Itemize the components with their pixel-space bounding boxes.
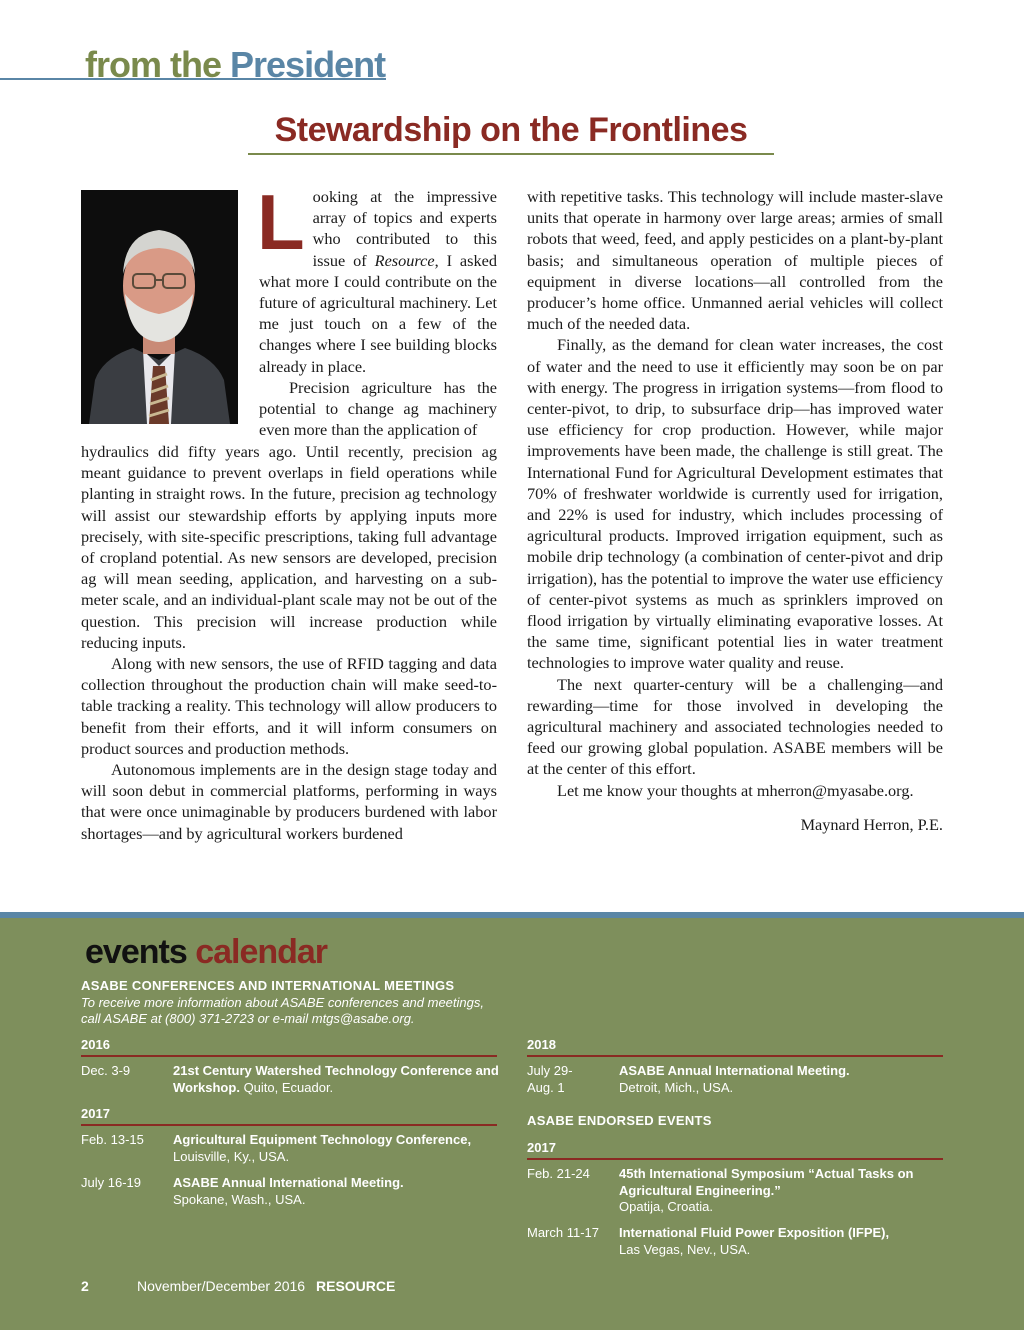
event-ifpe bbox=[527, 1225, 949, 1259]
event-aim-2018 bbox=[527, 1063, 949, 1097]
article-title: Stewardship on the Frontlines bbox=[274, 111, 748, 149]
author-photo bbox=[81, 190, 238, 424]
event-description bbox=[619, 1225, 949, 1258]
event-date-end: Aug. 1 bbox=[527, 1079, 565, 1095]
year-2017-rule bbox=[81, 1124, 497, 1126]
event-date bbox=[527, 1063, 615, 1096]
events-title-word-calendar: calendar bbox=[195, 933, 328, 971]
article-column-right bbox=[527, 186, 943, 835]
event-place: Quito, Ecuador. bbox=[243, 1079, 334, 1095]
section-header-word-president: President bbox=[230, 44, 386, 85]
event-description bbox=[619, 1063, 949, 1096]
conferences-heading: ASABE CONFERENCES AND INTERNATIONAL MEETINGS bbox=[81, 978, 455, 993]
event-date: July 16-19 bbox=[81, 1175, 141, 1190]
event-place: Detroit, Mich., USA. bbox=[619, 1079, 734, 1095]
event-name: ASABE Annual International Meeting. bbox=[173, 1175, 404, 1190]
event-place: Opatija, Croatia. bbox=[619, 1199, 713, 1214]
event-name: Agricultural Equipment Technology Conference, bbox=[173, 1132, 472, 1147]
issue-date: November/December 2016 bbox=[137, 1278, 306, 1294]
publication-name: Resource bbox=[374, 250, 435, 270]
paragraph-water: Finally, as the demand for clean water increases, the cost of water and the need to use it efficiently may soon be on par with energy. The progress in irrigation systems—from flood to center-pivot, to drip, to subsurface drip—has improved water use efficiency for crop production. However, while major improvements have been made, the challenge is still great. The International Fund for Agricultural Development estimates that 70% of freshwater worldwide is currently used for irrigation, and 22% is used for industry, which includes processing of agricultural products. Improved irrigation equipment, such as mobile drip technology (a combination of center-pivot and drip irrigation), has the potential to improve the water use efficiency of center-pivot systems as much as sprinklers improved on flood irrigation by virtually eliminating evaporative losses. At the same time, significant potential lies in water treatment technologies to improve water quality and reuse. bbox=[527, 335, 943, 673]
paragraph-intro bbox=[257, 178, 498, 377]
paragraph-future: The next quarter-century will be a challenging—and rewarding—time for those involved in developing the agricultural machinery and associated technologies needed to feed our growing global population. ASABE members will be at the center of this effort. bbox=[527, 674, 943, 779]
event-place: Louisville, Ky., USA. bbox=[173, 1148, 290, 1164]
event-description bbox=[173, 1132, 503, 1165]
page-number: 2 bbox=[81, 1278, 89, 1294]
article-column-left-bottom bbox=[81, 441, 497, 844]
events-contact-info: To receive more information about ASABE conferences and meetings, call ASABE at (800) 371-2723 or e-mail mtgs@asabe.org. bbox=[81, 995, 484, 1026]
event-watershed-conference bbox=[81, 1063, 503, 1097]
intro-text-1: ooking at the impressive array of topics and experts who contributed to this issue of bbox=[312, 187, 497, 270]
year-2017-heading: 2017 bbox=[81, 1106, 110, 1121]
signature: Maynard Herron, P.E. bbox=[800, 814, 943, 834]
paragraph-autonomous: Autonomous implements are in the design stage today and will soon debut in commercial platforms, performing in ways that were once unimaginable by producers burdened with labor shortages—and by agricultural workers burdened bbox=[81, 760, 497, 843]
event-symposium-opatija bbox=[527, 1166, 949, 1216]
paragraph-rfid: Along with new sensors, the use of RFID tagging and data collection throughout the production chain will make seed-to-table tracking a reality. This technology will allow producers to benefit from their efforts, and it will inform consumers on product sources and production methods. bbox=[81, 654, 497, 758]
event-date: Feb. 21-24 bbox=[527, 1166, 590, 1181]
year-2018-rule bbox=[527, 1055, 943, 1057]
endorsed-events-heading: ASABE ENDORSED EVENTS bbox=[527, 1113, 712, 1128]
event-description bbox=[173, 1175, 503, 1208]
year-2016-heading: 2016 bbox=[81, 1037, 110, 1052]
endorsed-year-2017-rule bbox=[527, 1158, 943, 1160]
events-title-word-events: events bbox=[85, 933, 187, 971]
intro-text-2: , I asked what more I could contribute on the future of agricultural machinery. Let me just touch on a few of the changes where I see building blocks already in place. bbox=[259, 250, 498, 376]
event-date: March 11-17 bbox=[527, 1225, 600, 1240]
event-date: Dec. 3-9 bbox=[81, 1063, 131, 1078]
paragraph-contact: Let me know your thoughts at mherron@myasabe.org. bbox=[557, 780, 914, 800]
event-name: ASABE Annual International Meeting. bbox=[619, 1063, 850, 1078]
section-header bbox=[85, 40, 385, 90]
paragraph-precision-start: Precision agriculture has the potential to change ag machinery even more than the application of bbox=[259, 377, 497, 440]
year-2018-heading: 2018 bbox=[527, 1037, 556, 1052]
event-name: International Fluid Power Exposition (IFPE), bbox=[619, 1225, 890, 1240]
event-ag-equipment-conference bbox=[81, 1132, 503, 1166]
event-date-start: July 29- bbox=[527, 1063, 573, 1078]
paragraph-precision-cont: hydraulics did fifty years ago. Until recently, precision ag meant guidance to prevent overlaps in field operations while planting in straight rows. In the future, precision ag technology will assist our stewardship efforts by applying inputs more precisely, with site-specific prescriptions, taking full advantage of cropland potential. As new sensors are developed, precision ag will mean seeding, application, and harvesting on a sub-meter scale, and an individual-plant scale may not be out of the question. This precision will increase production while reducing inputs. bbox=[81, 442, 497, 652]
event-place: Las Vegas, Nev., USA. bbox=[619, 1241, 751, 1257]
event-name: 21st Century Watershed Technology Conference and Workshop. bbox=[173, 1063, 499, 1095]
event-place: Spokane, Wash., USA. bbox=[173, 1191, 306, 1207]
events-calendar-title bbox=[85, 930, 327, 974]
article-column-left-top bbox=[257, 178, 498, 440]
event-description bbox=[173, 1063, 503, 1096]
drop-cap: L bbox=[257, 178, 305, 266]
event-aim-2017 bbox=[81, 1175, 503, 1209]
event-date: Feb. 13-15 bbox=[81, 1132, 144, 1147]
paragraph-autonomous-cont: with repetitive tasks. This technology will include master-slave units that operate in harmony over large areas; armies of small robots that weed, feed, and apply pesticides on a plant-by-plant basis; and simultaneous operation of multiple pieces of equipment in diverse locations—all controlled from the producer’s home office. Unmanned aerial vehicles will collect much of the needed data. bbox=[527, 187, 943, 334]
event-description bbox=[619, 1166, 949, 1216]
event-name: 45th International Symposium “Actual Tasks on Agricultural Engineering.” bbox=[619, 1166, 914, 1198]
endorsed-year-2017-heading: 2017 bbox=[527, 1140, 556, 1155]
magazine-name: RESOURCE bbox=[316, 1278, 396, 1294]
section-header-word-from: from the bbox=[85, 44, 221, 85]
year-2016-rule bbox=[81, 1055, 497, 1057]
article-title-rule bbox=[248, 153, 774, 155]
